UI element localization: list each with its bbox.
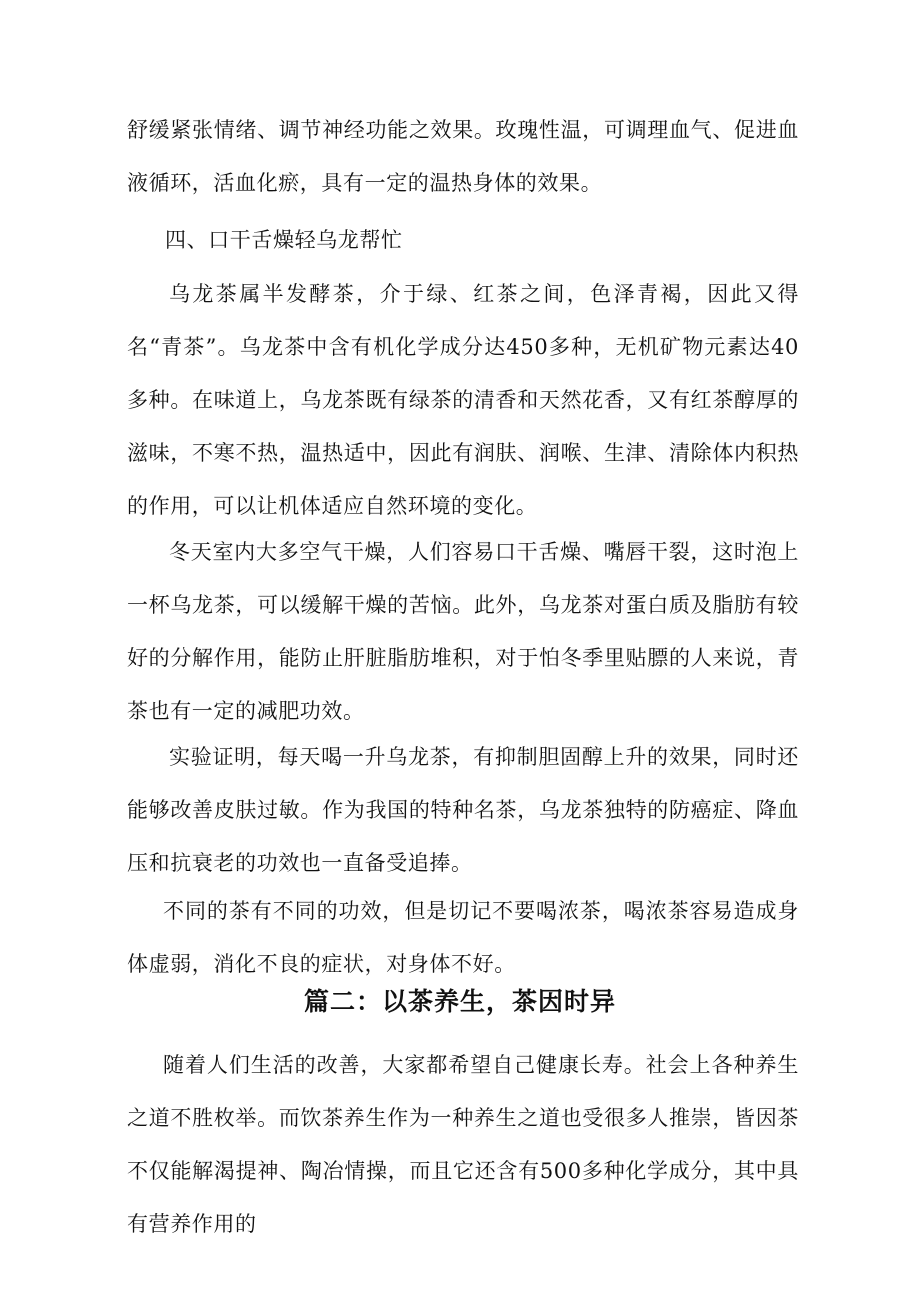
chapter-title: 篇二：以茶养生，茶因时异	[303, 987, 616, 1016]
paragraph-oolong-intro: 乌龙茶属半发酵茶，介于绿、红茶之间，色泽青褐，因此又得名“青茶”。乌龙茶中含有机化学成分达450多种，无机矿物元素达40多种。在味道上，乌龙茶既有绿茶的清香和天然花香，又有红茶醇厚的滋味，不寒不热，温热适中，因此有润肤、润喉、生津、清除体内积热的作用，可以让机体适应自然环境的变化。	[127, 282, 799, 518]
paragraph-strong-tea-warning: 不同的茶有不同的功效，但是切记不要喝浓茶，喝浓茶容易造成身体虚弱，消化不良的症状，对身体不好。	[127, 899, 799, 976]
paragraph-tea-health: 随着人们生活的改善，大家都希望自己健康长寿。社会上各种养生之道不胜枚举。而饮茶养生作为一种养生之道也受很多人推崇，皆因茶不仅能解渴提神、陶冶情操，而且它还含有500多种化学成分，其中具有营养作用的	[127, 1053, 799, 1236]
section-heading-oolong: 四、口干舌燥轻乌龙帮忙	[165, 228, 403, 252]
paragraph-experiment: 实验证明，每天喝一升乌龙茶，有抑制胆固醇上升的效果，同时还能够改善皮肤过敏。作为我国的特种名茶，乌龙茶独特的防癌症、降血压和抗衰老的功效也一直备受追捧。	[127, 745, 799, 875]
paragraph-winter-dryness: 冬天室内大多空气干燥，人们容易口干舌燥、嘴唇干裂，这时泡上一杯乌龙茶，可以缓解干燥的苦恼。此外，乌龙茶对蛋白质及脂肪有较好的分解作用，能防止肝脏脂肪堆积，对于怕冬季里贴膘的人来说，青茶也有一定的减肥功效。	[127, 540, 799, 723]
paragraph-rose-effects: 舒缓紧张情绪、调节神经功能之效果。玫瑰性温，可调理血气、促进血液循环，活血化瘀，具有一定的温热身体的效果。	[127, 118, 799, 195]
